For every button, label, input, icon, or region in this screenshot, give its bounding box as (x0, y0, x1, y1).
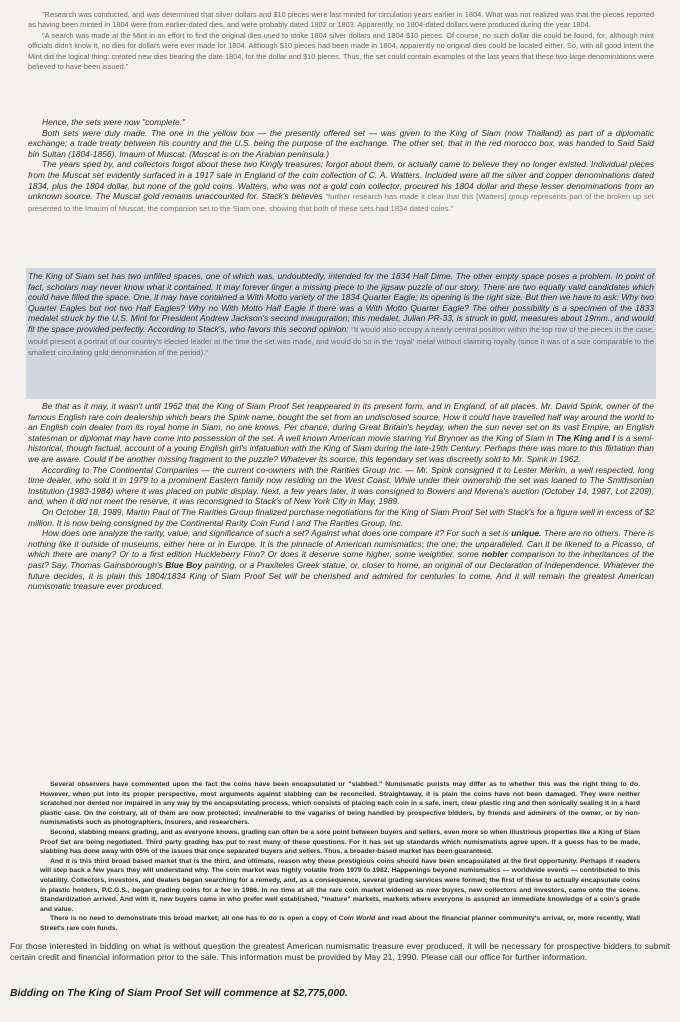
provenance-paragraph-1-text: Be that as it may, it wasn't until 1962 that the King of Siam Proof Set reappeared in its present form, and in England, of all places. Mr. David Spink, owner of the famous English rare coin dealership which bears the Spink name, bought the set from an undisclosed source. How it could have travelled half way around the world to an English coin dealer from its royal home in Siam, no one knows. Per chance, during Great Britain's heyday, when the sun never set on its vast Empire, an English statesman or diplomat may have come into possession of the set. A well known American movie starring Yul Brynner as the King of Siam in (28, 401, 654, 443)
provenance-paragraph-3: On October 18, 1989, Martin Paul of The Rarities Group finalized purchase negotiations for the King of Siam Proof Set with Stack's for a figure well in excess of $2 million. It is now being consigned by the Continental Rarity Coin Fund I and The Rarities Group, Inc. (28, 506, 654, 528)
provenance-paragraph-1 (28, 401, 654, 465)
opening-bid-statement: Bidding on The King of Siam Proof Set will commence at $2,775,000. (10, 988, 348, 999)
quote-paragraph-1: "Research was conducted, and was determined that silver dollars and $10 pieces were last minted for circulation years earlier in 1804. What was not realized was that the pieces reported as having been minted in 1804 were from earlier-dated dies, and were probably dated 1802 or 1803. Apparently, no 1804-dated dollars were produced during the year 1804. (28, 10, 654, 30)
highlighted-quote: "It would also occupy a nearly central position within the top row of the pieces in the case, would present a portrait of our country's elected leader at the time the set was made, and would do so in the 'royal' metal without claiming royalty (since it was of a size comparable to the smallest circulating gold denomination of the period)." (28, 324, 654, 358)
main-paragraph-3 (28, 159, 654, 214)
provenance-paragraph-1-rest: is a semi-historical, though factual, account of a young English girl's infatuation with the King of Siam during the late-19th Century. Perhaps there was more to this flirtation than we are aware. Could if be another missing fragment to the puzzle? Whatever its source, this legendary set was discreetly sold to Mr. Spink in 1962. (28, 432, 654, 464)
slabbing-note (40, 780, 640, 934)
p4-part-b: There are no others. There is nothing like it outside of museums, either here or in Europe. It is the pinnacle of American numismatics; the one; the unparalleled. Can it be likened to a Picasso, of which there are many? Or to a first edition Huckleberry Finn? Or does it deserve some higher, some weightier, some (28, 528, 654, 560)
movie-title: The King and I (556, 432, 615, 443)
main-paragraph-2: Both sets were duly made. The one in the yellow box — the presently offered set — was given to the King of Siam (now Thailand) as part of a diplomatic exchange; a trade treaty between his country and the U.S. being the purpose of the exchange. The other set, that in the red morocco box, was handed to Said Said bin Sultan (1804-1856), Imaum of Muscat. (Muscat is on the Arabian peninsula.) (28, 127, 654, 159)
main-narrative (28, 117, 654, 214)
note-paragraph-3: And it is this third broad based market that is the third, and ultimate, reason why these prestigious coins should have been encapsulated at the first opportunity. Perhaps if readers will step back a few years they will understand why. The coin market was highly volatile from 1979 to 1982. Happenings beyond numismatics — worldwide events — contributed to this volatility. Collectors, investors, and dealers began searching for a remedy, and, as a consequence, several grading services were formed; the first of these to actually encapsulate coins in plastic holders, P.C.G.S., began grading coins for a fee in 1986. In no time at all the rare coin market widened as new buyers, new collectors and investors, came onto the scene. Standardization arrived. And with it, new buyers came in who prefer well established, "mature" markets, markets where everyone is assured an immediate knowledge of a coin's grade and value. (40, 857, 640, 913)
note-p4-a: There is no need to demonstrate this broad market; all one has to do is open a copy of (50, 915, 337, 923)
provenance-narrative (28, 401, 654, 592)
note-paragraph-2: Second, slabbing means grading, and as everyone knows, grading can often be a sore point between buyers and sellers, even more so when illustrious properties like a King of Siam Proof Set are being negotiated. Third party grading has put to rest many of these questions. For it has set up standards which numismatists agree upon. If a guess has to be made, slabbing has done away with 95% of the issues that once separated buyers and sellers. Thus, a broader-based market has been guaranteed. (40, 828, 640, 856)
note-paragraph-1: Several observers have commented upon the fact the coins have been encapsulated or "slabbed." Numismatic purists may differ as to whether this was the right thing to do. However, when put into its proper perspective, most arguments against slabbing can be reconciled. Straightaway, it is plain the coins have not been damaged. They were neither scratched nor dented nor impaired in any way by the encapsulating process, which consists of placing each coin in a safe, inert, clear plastic ring and then sonically sealing it in a hard plastic case. On the contrary, all of them are now protected; invulnerable to the vagaries of being handled by prospective bidders, by friends and admirers of the owner, or by non-numismatists such as photographers, insurers, and researchers. (40, 781, 640, 827)
p4-part-d: painting, or a Praxiteles Greek statue, or, closer to home, an original of our Declaration of Independence. Whatever the future decides, it is plain this 1804/1834 King of Siam Proof Set will be cherished and admired for centuries to come. And it will remain the greatest American numismatic treasure ever produced. (28, 559, 654, 592)
provenance-paragraph-4 (28, 528, 654, 592)
highlighted-text: The King of Siam set has two unfilled spaces, one of which was, undoubtedly, intended for the 1834 Half Dime. The other empty space poses a problem. In point of fact, scholars may never know what it contained. It may forever linger a missing piece to the jigsaw puzzle of our story. There are two equally valid candidates which could have filled the space. One, it may have contained a With Motto variety of the 1834 Quarter Eagle; its opening is the right size. But then we have to ask: Why two Quarter Eagles but not two Half Eagles? Why no With Motto Half Eagle if there was a With Motto Quarter Eagle? The other possibility is a specimen of the 1833 medalet struck by the U.S. Mint for President Andrew Jackson's second inauguration; this medalet, Julian PR-33, is struck in gold, measures about 19mm., and would fit the space provided perfectly. According to Stack's, who favors this second opinion: (28, 271, 654, 334)
nobler-emphasis: nobler (481, 549, 508, 560)
blue-boy-title: Blue Boy (165, 559, 203, 570)
quoted-research-passage (28, 10, 654, 72)
p4-part-a: How does one analyze the rarity, value, and significance of such a set? Against what does one compare it? For such a set is (42, 528, 509, 539)
main-paragraph-1: Hence, the sets were now "complete." (42, 117, 186, 127)
main-paragraph-3-quote: "further research has made it clear that this [Watters] group represents part of the broken up set presented to the Imaum of Muscat, the companion set to the Siam one, showing that both of these sets had 1834 dated coins." (28, 192, 654, 213)
main-paragraph-3-text: The years sped by, and collectors forgot about these two Kingly treasures; forgot about them, or actually came to believe they no longer existed. Individual pieces from the Muscat set evidently surfaced in a 1917 sale in England of the coin collection of C. A. Watters. Included were all the silver and copper denominations dated 1834, plus the 1804 dollar, but none of the gold coins. Watters, who was not a gold coin collector, procured his 1804 dollar and these lesser denominations from an unknown source. The Muscat gold remains unaccounted for. Stack's believes (28, 159, 654, 202)
p4-part-c: comparison to the inheritances of the past? Say, Thomas Gainsborough's (28, 549, 654, 570)
note-p4-b: and read about the financial planner community's arrival, or, more recently, Wall Street's rare coin funds. (40, 915, 640, 932)
highlighted-paragraph[interactable] (28, 271, 654, 359)
quote-paragraph-2: "A search was made at the Mint in an effort to find the original dies used to strike 1804 silver dollars and 1804 $10 pieces. Of course, no such dollar die could be found, for, although mint officials didn't know it, no dies for dollars were ever made for 1804. Although $10 pieces had been made in 1804, apparently no original dies could be located either. So, with all good intent the Mint did the logical thing: created new dies bearing the date 1804, for the dollar and $10 pieces. Thus, the set could contain examples of the last years that these two large denominations were believed to have been issued." (28, 30, 654, 72)
note-paragraph-4 (40, 914, 640, 933)
bidder-information-text: For those interested in bidding on what is without question the greatest American numismatic treasure ever produced, it will be necessary for prospective bidders to submit certain credit and financial information prior to the sale. This information must be provided by May 21, 1990. Please call our office for further information. (10, 941, 670, 962)
unique-emphasis: unique. (511, 528, 542, 539)
provenance-paragraph-2: According to The Continental Companies — the current co-owners with the Rarities Group Inc. — Mr. Spink consigned it to Lester Merkin, a well respected, long time dealer, who sold it in 1979 to a prominent Eastern family now residing on the West Coast. While under their ownership the set was loaned to The Smithsonian Institution (1983-1984) where it was placed on public display. Next, a few years later, it was consigned to Bowers and Merena's auction (October 14, 1987, Lot 2209), and, when it did not meet the reserve, it was reconsigned to Stack's of New York City in May, 1989. (28, 464, 654, 507)
bidder-information (10, 941, 670, 963)
coin-world-title: Coin World (338, 915, 376, 923)
